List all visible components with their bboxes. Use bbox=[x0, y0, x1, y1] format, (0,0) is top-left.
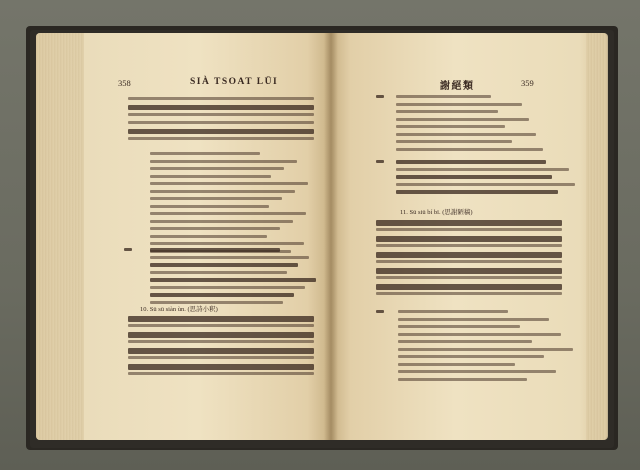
book-gutter bbox=[324, 33, 338, 440]
left-page-number: 358 bbox=[118, 78, 131, 88]
print-line bbox=[128, 324, 314, 327]
print-line bbox=[150, 235, 267, 238]
print-line bbox=[396, 103, 522, 106]
right-page-number: 359 bbox=[521, 78, 534, 88]
print-line bbox=[398, 318, 549, 321]
print-line bbox=[396, 118, 529, 121]
print-line bbox=[128, 113, 314, 116]
print-line bbox=[128, 340, 314, 343]
print-line bbox=[128, 348, 314, 354]
print-line bbox=[396, 148, 543, 151]
right-running-title: 謝絕類 bbox=[440, 81, 475, 92]
print-line bbox=[150, 286, 305, 289]
print-line bbox=[128, 316, 314, 322]
print-line bbox=[128, 332, 314, 338]
print-line bbox=[150, 205, 269, 208]
print-line bbox=[396, 133, 536, 136]
print-line bbox=[396, 160, 546, 164]
print-line bbox=[376, 260, 562, 263]
print-line bbox=[150, 220, 293, 223]
print-line bbox=[396, 125, 505, 128]
print-line bbox=[128, 129, 314, 134]
print-line bbox=[150, 182, 308, 185]
print-line bbox=[376, 292, 562, 295]
right-section-heading: 11. Sū siū bí bī. (思謝陋稿) bbox=[400, 209, 473, 216]
print-line bbox=[398, 333, 561, 336]
print-line bbox=[396, 190, 558, 194]
print-line bbox=[376, 228, 562, 231]
print-line bbox=[124, 248, 132, 251]
print-line bbox=[376, 236, 562, 242]
print-line bbox=[376, 276, 562, 279]
print-line bbox=[398, 325, 520, 328]
left-section-heading: 10. Sū sū siàn ùn. (思詩小釈) bbox=[140, 306, 218, 313]
print-line bbox=[128, 97, 314, 100]
print-line bbox=[396, 95, 491, 98]
print-line bbox=[150, 293, 294, 297]
print-line bbox=[128, 372, 314, 375]
print-line bbox=[398, 370, 556, 373]
print-line bbox=[376, 160, 384, 163]
print-line bbox=[396, 140, 512, 143]
print-line bbox=[150, 212, 306, 215]
right-page-edges bbox=[586, 33, 608, 440]
print-line bbox=[150, 248, 280, 252]
print-line bbox=[150, 278, 316, 282]
print-line bbox=[398, 363, 515, 366]
print-line bbox=[398, 340, 532, 343]
print-line bbox=[128, 137, 314, 140]
print-line bbox=[376, 268, 562, 274]
print-line bbox=[376, 244, 562, 247]
print-line bbox=[128, 364, 314, 370]
left-running-title: SIÀ TSOAT LŪI bbox=[190, 77, 279, 87]
print-line bbox=[128, 105, 314, 110]
print-line bbox=[398, 355, 544, 358]
print-line bbox=[150, 256, 309, 259]
print-line bbox=[376, 310, 384, 313]
print-line bbox=[150, 197, 282, 200]
print-line bbox=[376, 284, 562, 290]
print-line bbox=[150, 175, 271, 178]
print-line bbox=[398, 310, 508, 313]
print-line bbox=[376, 220, 562, 226]
print-line bbox=[398, 348, 573, 351]
print-line bbox=[396, 110, 498, 113]
print-line bbox=[398, 378, 527, 381]
print-line bbox=[150, 263, 298, 267]
print-line bbox=[150, 160, 297, 163]
print-line bbox=[396, 175, 552, 179]
print-line bbox=[396, 183, 575, 186]
print-line bbox=[150, 167, 284, 170]
print-line bbox=[150, 227, 280, 230]
print-line bbox=[376, 252, 562, 258]
print-line bbox=[150, 242, 304, 245]
print-line bbox=[128, 356, 314, 359]
print-line bbox=[128, 121, 314, 124]
print-line bbox=[150, 271, 287, 274]
print-line bbox=[376, 95, 384, 98]
print-line bbox=[396, 168, 569, 171]
print-line bbox=[150, 152, 260, 155]
print-line bbox=[150, 190, 295, 193]
left-page-edges bbox=[36, 33, 84, 440]
